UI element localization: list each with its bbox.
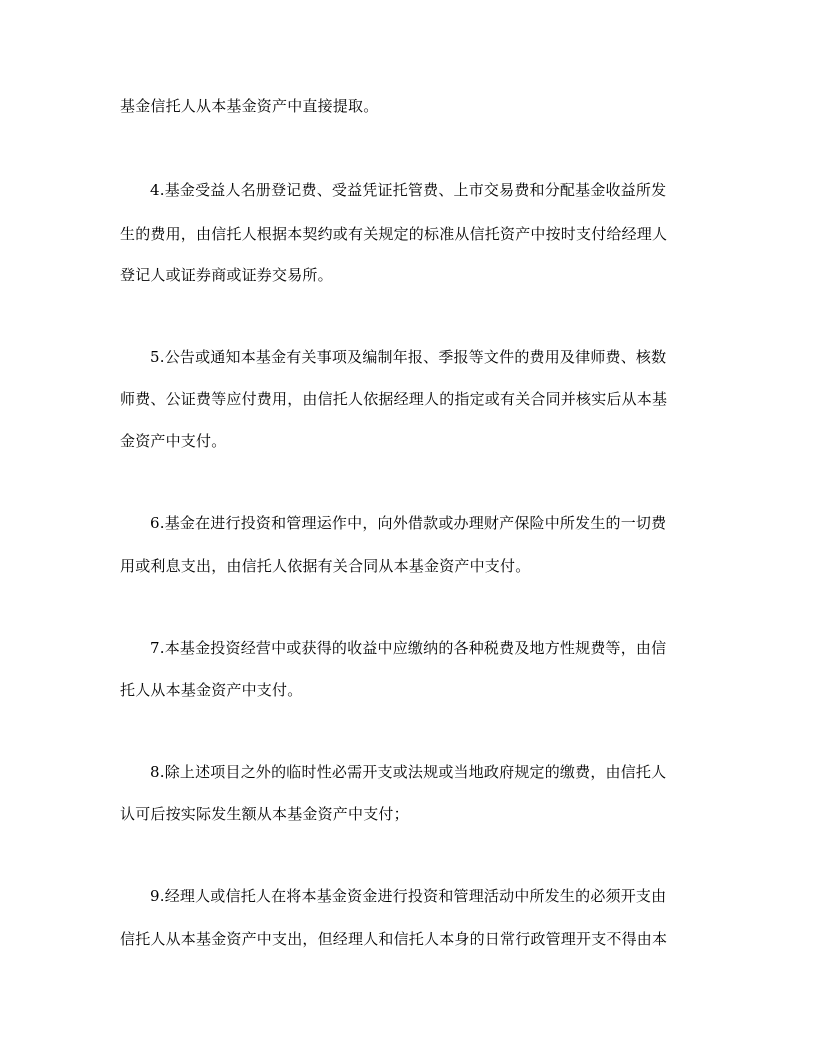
paragraph-5-line-1: 5.公告或通知本基金有关事项及编制年报、季报等文件的费用及律师费、核数 xyxy=(150,348,667,366)
paragraph-4-line-2: 生的费用，由信托人根据本契约或有关规定的标准从信托资产中按时支付给经理人 xyxy=(120,225,668,243)
paragraph-9-line-1: 9.经理人或信托人在将本基金资金进行投资和管理活动中所发生的必须开支由 xyxy=(150,887,667,905)
paragraph-6-line-1: 6.基金在进行投资和管理运作中，向外借款或办理财产保险中所发生的一切费 xyxy=(150,514,667,532)
paragraph-8-line-1: 8.除上述项目之外的临时性必需开支或法规或当地政府规定的缴费，由信托人 xyxy=(150,763,667,781)
paragraph-8-line-2: 认可后按实际发生额从本基金资产中支付； xyxy=(120,805,409,823)
paragraph-6-line-2: 用或利息支出，由信托人依据有关合同从本基金资产中支付。 xyxy=(120,557,531,575)
paragraph-5-line-3: 金资产中支付。 xyxy=(120,432,227,450)
paragraph-9-line-2: 信托人从本基金资产中支出，但经理人和信托人本身的日常行政管理开支不得由本 xyxy=(120,930,668,948)
paragraph-7-line-1: 7.本基金投资经营中或获得的收益中应缴纳的各种税费及地方性规费等，由信 xyxy=(150,639,667,657)
paragraph-3-line-1: 基金信托人从本基金资产中直接提取。 xyxy=(120,97,379,115)
paragraph-4-line-3: 登记人或证券商或证券交易所。 xyxy=(120,266,333,284)
paragraph-5-line-2: 师费、公证费等应付费用，由信托人依据经理人的指定或有关合同并核实后从本基 xyxy=(120,390,668,408)
paragraph-4-line-1: 4.基金受益人名册登记费、受益凭证托管费、上市交易费和分配基金收益所发 xyxy=(150,181,667,199)
paragraph-7-line-2: 托人从本基金资产中支付。 xyxy=(120,681,303,699)
